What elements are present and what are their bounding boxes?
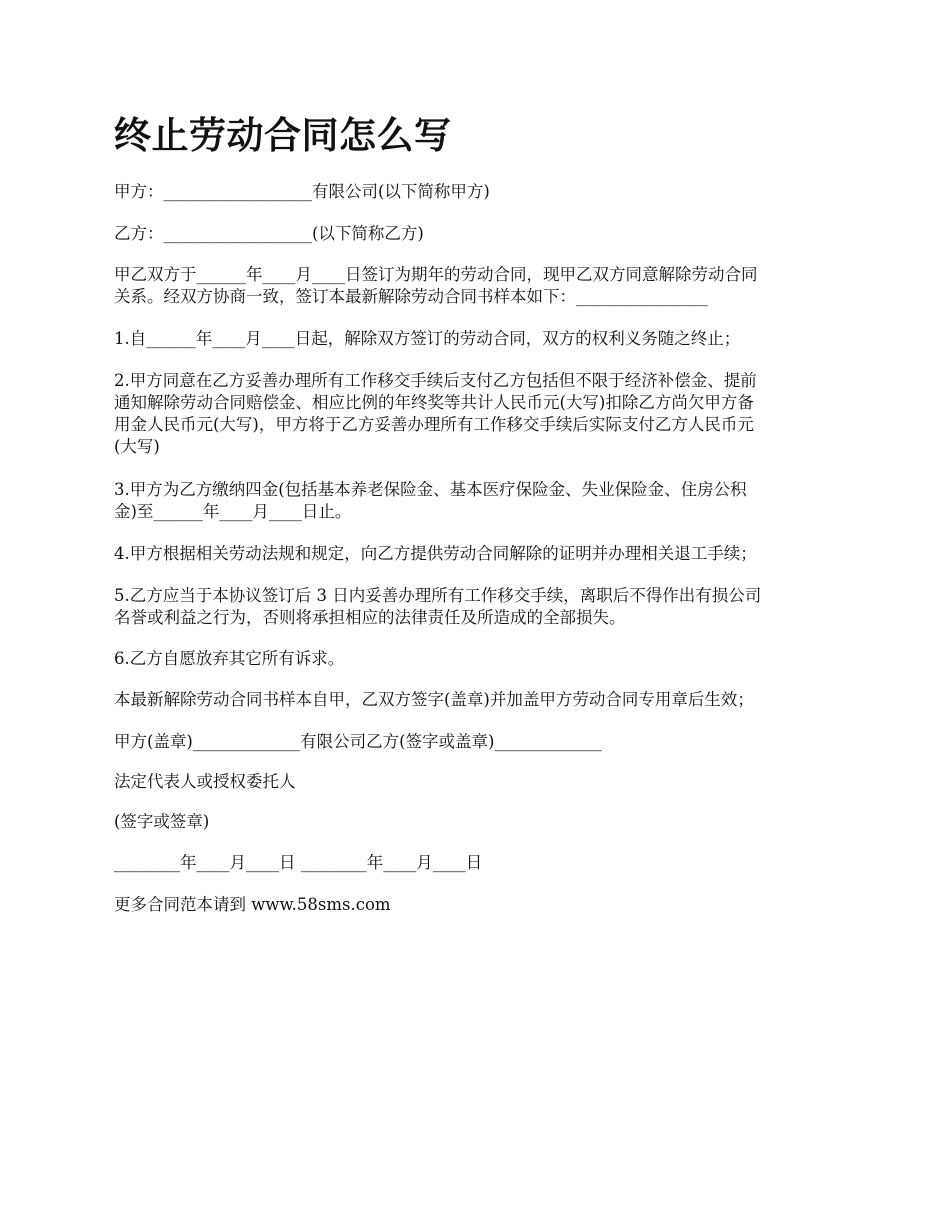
clause-6-line-1: 6.乙方自愿放弃其它所有诉求。	[114, 649, 345, 668]
clause-1-line-1: 1.自______年____月____日起，解除双方签订的劳动合同，双方的权利义务随之终止；	[114, 329, 741, 348]
clause-2-line-3: 用金人民币元(大写)，甲方将于乙方妥善办理所有工作移交手续后实际支付乙方人民币元	[114, 415, 754, 434]
clause-2	[114, 370, 842, 458]
clause-6	[114, 648, 842, 670]
clause-2-line-4: (大写)	[114, 437, 160, 456]
clause-3	[114, 479, 842, 523]
clause-3-line-2: 金)至______年____月____日止。	[114, 502, 352, 521]
sign-or-seal: (签字或签章)	[114, 812, 210, 831]
clause-2-line-1: 2.甲方同意在乙方妥善办理所有工作移交手续后支付乙方包括但不限于经济补偿金、提前	[114, 371, 757, 390]
intro-paragraph	[114, 264, 842, 308]
clause-5	[114, 585, 842, 629]
clause-5-line-1: 5.乙方应当于本协议签订后 3 日内妥善办理所有工作移交手续，离职后不得作出有损公司	[114, 586, 762, 605]
signature-line: 甲方(盖章)_____________有限公司乙方(签字或盖章)_____________	[114, 732, 602, 751]
effect-clause: 本最新解除劳动合同书样本自甲，乙双方签字(盖章)并加盖甲方劳动合同专用章后生效；	[114, 690, 754, 709]
clause-1	[114, 328, 842, 350]
date-line: ________年____月____日 ________年____月____日	[114, 853, 483, 872]
intro-line-1: 甲乙双方于______年____月____日签订为期年的劳动合同，现甲乙双方同意解除劳动合同	[114, 265, 758, 284]
party-b-line: 乙方：__________________(以下简称乙方)	[114, 224, 424, 243]
clause-3-line-1: 3.甲方为乙方缴纳四金(包括基本养老保险金、基本医疗保险金、失业保险金、住房公积	[114, 480, 747, 499]
legal-representative: 法定代表人或授权委托人	[114, 772, 296, 791]
clause-2-line-2: 通知解除劳动合同赔偿金、相应比例的年终奖等共计人民币元(大写)扣除乙方尚欠甲方备	[114, 393, 754, 412]
document-title: 终止劳动合同怎么写	[114, 113, 452, 157]
clause-4-line-1: 4.甲方根据相关劳动法规和规定，向乙方提供劳动合同解除的证明并办理相关退工手续；	[114, 544, 757, 563]
party-a-line: 甲方：__________________有限公司(以下简称甲方)	[114, 182, 490, 201]
clause-5-line-2: 名誉或利益之行为，否则将承担相应的法律责任及所造成的全部损失。	[114, 608, 626, 627]
intro-line-2: 关系。经双方协商一致，签订本最新解除劳动合同书样本如下：________________	[114, 287, 708, 306]
clause-4	[114, 543, 842, 565]
footer-link-text: 更多合同范本请到 www.58sms.com	[114, 895, 391, 914]
